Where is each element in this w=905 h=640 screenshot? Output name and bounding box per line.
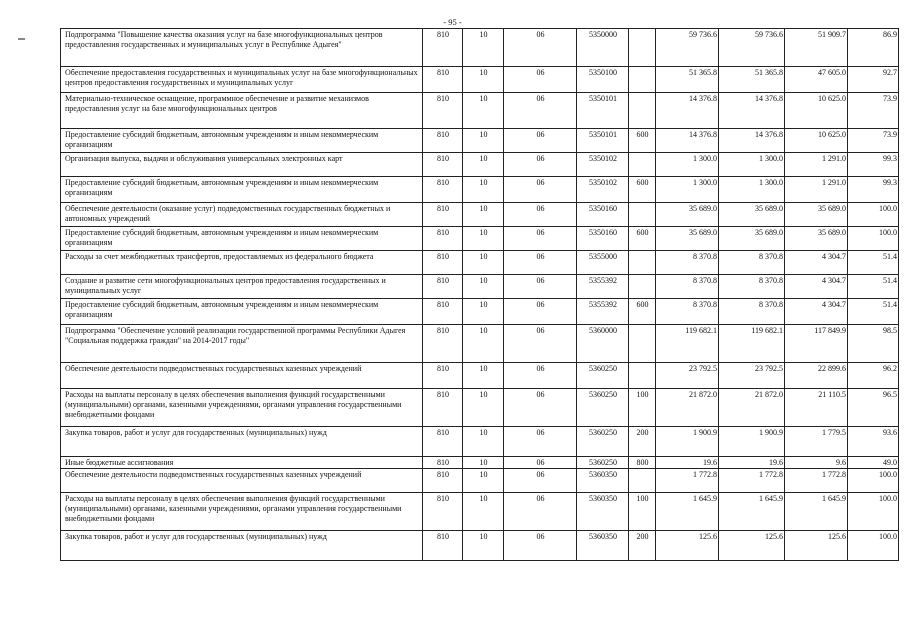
cell-amount-1: 1 645.9	[656, 493, 719, 531]
cell-csr: 5355392	[577, 299, 629, 325]
cell-amount-3: 22 899.6	[785, 363, 848, 389]
cell-percent: 73.9	[848, 129, 899, 153]
cell-csr: 5360250	[577, 427, 629, 457]
cell-vr: 200	[629, 531, 656, 561]
cell-percent: 100.0	[848, 203, 899, 227]
cell-name: Подпрограмма "Повышение качества оказания услуг на базе многофункциональных центров предоставления государственных и муниципальных услуг в Республике Адыгея"	[61, 29, 423, 67]
cell-ved: 810	[423, 363, 463, 389]
table-row	[61, 29, 899, 67]
cell-name: Обеспечение деятельности подведомственных государственных казенных учреждений	[61, 469, 423, 493]
cell-percent: 98.5	[848, 325, 899, 363]
cell-rz: 10	[463, 389, 504, 427]
cell-ved: 810	[423, 203, 463, 227]
cell-name: Предоставление субсидий бюджетным, автономным учреждениям и иным некоммерческим организациям	[61, 227, 423, 251]
cell-amount-1: 23 792.5	[656, 363, 719, 389]
cell-csr: 5350000	[577, 29, 629, 67]
table-row	[61, 299, 899, 325]
table-row	[61, 531, 899, 561]
cell-amount-3: 1 645.9	[785, 493, 848, 531]
cell-vr: 100	[629, 493, 656, 531]
table-row	[61, 325, 899, 363]
cell-amount-3: 1 291.0	[785, 177, 848, 203]
cell-amount-2: 1 772.8	[719, 469, 785, 493]
cell-percent: 96.5	[848, 389, 899, 427]
cell-csr: 5360350	[577, 531, 629, 561]
cell-amount-2: 35 689.0	[719, 203, 785, 227]
cell-ved: 810	[423, 93, 463, 129]
table-row	[61, 129, 899, 153]
table-row	[61, 469, 899, 493]
cell-amount-1: 14 376.8	[656, 93, 719, 129]
cell-name: Расходы на выплаты персоналу в целях обеспечения выполнения функций государственными (муниципальными) органами, казенными учреждениями, органами управления государственными внебюджетными фондами	[61, 493, 423, 531]
cell-amount-2: 8 370.8	[719, 275, 785, 299]
cell-percent: 51.4	[848, 251, 899, 275]
cell-amount-1: 8 370.8	[656, 251, 719, 275]
cell-csr: 5350160	[577, 203, 629, 227]
cell-amount-1: 51 365.8	[656, 67, 719, 93]
cell-name: Организация выпуска, выдачи и обслуживания универсальных электронных карт	[61, 153, 423, 177]
cell-name: Предоставление субсидий бюджетным, автономным учреждениям и иным некоммерческим организациям	[61, 299, 423, 325]
cell-csr: 5360000	[577, 325, 629, 363]
cell-name: Закупка товаров, работ и услуг для государственных (муниципальных) нужд	[61, 427, 423, 457]
cell-percent: 86.9	[848, 29, 899, 67]
table-row	[61, 153, 899, 177]
cell-amount-3: 1 291.0	[785, 153, 848, 177]
cell-amount-3: 1 779.5	[785, 427, 848, 457]
cell-pr: 06	[504, 325, 577, 363]
cell-vr: 600	[629, 227, 656, 251]
cell-amount-2: 59 736.6	[719, 29, 785, 67]
budget-table	[60, 28, 899, 561]
cell-rz: 10	[463, 469, 504, 493]
cell-pr: 06	[504, 389, 577, 427]
cell-pr: 06	[504, 427, 577, 457]
cell-amount-3: 117 849.9	[785, 325, 848, 363]
cell-amount-1: 125.6	[656, 531, 719, 561]
cell-rz: 10	[463, 93, 504, 129]
cell-ved: 810	[423, 493, 463, 531]
cell-csr: 5360250	[577, 389, 629, 427]
cell-amount-3: 10 625.0	[785, 129, 848, 153]
cell-vr: 800	[629, 457, 656, 469]
cell-rz: 10	[463, 251, 504, 275]
cell-percent: 92.7	[848, 67, 899, 93]
cell-amount-1: 59 736.6	[656, 29, 719, 67]
cell-pr: 06	[504, 275, 577, 299]
cell-amount-1: 35 689.0	[656, 203, 719, 227]
cell-rz: 10	[463, 153, 504, 177]
cell-csr: 5350100	[577, 67, 629, 93]
cell-ved: 810	[423, 129, 463, 153]
cell-amount-2: 35 689.0	[719, 227, 785, 251]
cell-csr: 5355392	[577, 275, 629, 299]
cell-amount-1: 1 772.8	[656, 469, 719, 493]
cell-amount-2: 1 645.9	[719, 493, 785, 531]
cell-vr	[629, 363, 656, 389]
table-row	[61, 363, 899, 389]
cell-ved: 810	[423, 469, 463, 493]
cell-vr: 600	[629, 299, 656, 325]
cell-vr	[629, 29, 656, 67]
cell-pr: 06	[504, 29, 577, 67]
cell-percent: 100.0	[848, 493, 899, 531]
cell-amount-1: 1 900.9	[656, 427, 719, 457]
cell-pr: 06	[504, 93, 577, 129]
cell-percent: 93.6	[848, 427, 899, 457]
cell-amount-3: 125.6	[785, 531, 848, 561]
cell-csr: 5350102	[577, 177, 629, 203]
cell-csr: 5355000	[577, 251, 629, 275]
cell-percent: 99.3	[848, 177, 899, 203]
cell-percent: 96.2	[848, 363, 899, 389]
table-row	[61, 457, 899, 469]
cell-csr: 5360350	[577, 493, 629, 531]
cell-amount-2: 1 900.9	[719, 427, 785, 457]
cell-rz: 10	[463, 129, 504, 153]
cell-rz: 10	[463, 299, 504, 325]
cell-amount-1: 14 376.8	[656, 129, 719, 153]
cell-rz: 10	[463, 325, 504, 363]
cell-vr: 600	[629, 177, 656, 203]
cell-vr	[629, 251, 656, 275]
cell-name: Обеспечение деятельности подведомственных государственных казенных учреждений	[61, 363, 423, 389]
cell-amount-1: 8 370.8	[656, 299, 719, 325]
cell-name: Расходы за счет межбюджетных трансфертов, предоставляемых из федерального бюджета	[61, 251, 423, 275]
cell-name: Материально-техническое оснащение, программное обеспечение и развитие механизмов предоставления услуг на базе многофункциональных центров	[61, 93, 423, 129]
cell-pr: 06	[504, 227, 577, 251]
cell-amount-3: 9.6	[785, 457, 848, 469]
cell-pr: 06	[504, 251, 577, 275]
table-row	[61, 275, 899, 299]
cell-amount-3: 35 689.0	[785, 203, 848, 227]
cell-rz: 10	[463, 275, 504, 299]
cell-ved: 810	[423, 153, 463, 177]
cell-amount-2: 1 300.0	[719, 153, 785, 177]
cell-amount-1: 119 682.1	[656, 325, 719, 363]
cell-csr: 5360250	[577, 363, 629, 389]
table-row	[61, 177, 899, 203]
table-body	[61, 29, 899, 561]
cell-vr	[629, 67, 656, 93]
cell-ved: 810	[423, 389, 463, 427]
cell-pr: 06	[504, 67, 577, 93]
cell-amount-2: 21 872.0	[719, 389, 785, 427]
table-row	[61, 251, 899, 275]
table-row	[61, 493, 899, 531]
cell-ved: 810	[423, 275, 463, 299]
cell-percent: 49.0	[848, 457, 899, 469]
cell-amount-2: 125.6	[719, 531, 785, 561]
cell-vr: 200	[629, 427, 656, 457]
cell-rz: 10	[463, 29, 504, 67]
cell-percent: 73.9	[848, 93, 899, 129]
cell-percent: 100.0	[848, 531, 899, 561]
cell-rz: 10	[463, 363, 504, 389]
cell-percent: 51.4	[848, 275, 899, 299]
cell-csr: 5350101	[577, 129, 629, 153]
cell-amount-1: 19.6	[656, 457, 719, 469]
cell-vr: 100	[629, 389, 656, 427]
cell-rz: 10	[463, 177, 504, 203]
cell-percent: 51.4	[848, 299, 899, 325]
cell-ved: 810	[423, 67, 463, 93]
cell-amount-2: 8 370.8	[719, 251, 785, 275]
cell-pr: 06	[504, 363, 577, 389]
cell-amount-2: 8 370.8	[719, 299, 785, 325]
cell-ved: 810	[423, 325, 463, 363]
cell-vr	[629, 275, 656, 299]
cell-rz: 10	[463, 493, 504, 531]
table-row	[61, 93, 899, 129]
table-row	[61, 67, 899, 93]
cell-name: Предоставление субсидий бюджетным, автономным учреждениям и иным некоммерческим организациям	[61, 177, 423, 203]
cell-amount-1: 35 689.0	[656, 227, 719, 251]
cell-amount-2: 19.6	[719, 457, 785, 469]
cell-amount-2: 23 792.5	[719, 363, 785, 389]
cell-pr: 06	[504, 493, 577, 531]
cell-name: Создание и развитие сети многофункциональных центров предоставления государственных и муниципальных услуг	[61, 275, 423, 299]
cell-rz: 10	[463, 531, 504, 561]
cell-amount-1: 1 300.0	[656, 177, 719, 203]
table-row	[61, 427, 899, 457]
cell-pr: 06	[504, 299, 577, 325]
cell-amount-3: 4 304.7	[785, 251, 848, 275]
cell-amount-2: 14 376.8	[719, 93, 785, 129]
cell-name: Предоставление субсидий бюджетным, автономным учреждениям и иным некоммерческим организациям	[61, 129, 423, 153]
cell-pr: 06	[504, 129, 577, 153]
cell-amount-3: 21 110.5	[785, 389, 848, 427]
cell-pr: 06	[504, 531, 577, 561]
cell-name: Закупка товаров, работ и услуг для государственных (муниципальных) нужд	[61, 531, 423, 561]
cell-ved: 810	[423, 427, 463, 457]
cell-vr	[629, 203, 656, 227]
cell-csr: 5360250	[577, 457, 629, 469]
cell-amount-1: 21 872.0	[656, 389, 719, 427]
cell-ved: 810	[423, 227, 463, 251]
cell-percent: 99.3	[848, 153, 899, 177]
cell-ved: 810	[423, 531, 463, 561]
cell-rz: 10	[463, 427, 504, 457]
table-row	[61, 389, 899, 427]
cell-amount-3: 35 689.0	[785, 227, 848, 251]
cell-ved: 810	[423, 177, 463, 203]
cell-ved: 810	[423, 299, 463, 325]
cell-amount-1: 1 300.0	[656, 153, 719, 177]
cell-pr: 06	[504, 457, 577, 469]
cell-amount-2: 119 682.1	[719, 325, 785, 363]
cell-ved: 810	[423, 251, 463, 275]
cell-csr: 5350102	[577, 153, 629, 177]
cell-amount-2: 51 365.8	[719, 67, 785, 93]
cell-rz: 10	[463, 227, 504, 251]
cell-pr: 06	[504, 469, 577, 493]
cell-name: Расходы на выплаты персоналу в целях обеспечения выполнения функций государственными (муниципальными) органами, казенными учреждениями, органами управления государственными внебюджетными фондами	[61, 389, 423, 427]
cell-amount-3: 51 909.7	[785, 29, 848, 67]
cell-rz: 10	[463, 203, 504, 227]
cell-amount-3: 1 772.8	[785, 469, 848, 493]
cell-amount-3: 4 304.7	[785, 275, 848, 299]
cell-amount-2: 1 300.0	[719, 177, 785, 203]
cell-vr	[629, 469, 656, 493]
cell-pr: 06	[504, 203, 577, 227]
cell-amount-3: 4 304.7	[785, 299, 848, 325]
cell-csr: 5360350	[577, 469, 629, 493]
cell-vr	[629, 153, 656, 177]
cell-name: Иные бюджетные ассигнования	[61, 457, 423, 469]
page-number: - 95 -	[443, 17, 462, 27]
margin-mark	[18, 38, 25, 40]
cell-vr	[629, 93, 656, 129]
cell-name: Подпрограмма "Обеспечение условий реализации государственной программы Республики Адыгея "Социальная поддержка граждан" на 2014-2017 годы"	[61, 325, 423, 363]
cell-amount-3: 47 605.0	[785, 67, 848, 93]
cell-pr: 06	[504, 153, 577, 177]
cell-rz: 10	[463, 457, 504, 469]
cell-name: Обеспечение предоставления государственных и муниципальных услуг на базе многофункциональных центров предоставления государственных и муниципальных услуг	[61, 67, 423, 93]
cell-percent: 100.0	[848, 227, 899, 251]
cell-percent: 100.0	[848, 469, 899, 493]
cell-rz: 10	[463, 67, 504, 93]
cell-vr	[629, 325, 656, 363]
cell-ved: 810	[423, 457, 463, 469]
table-row	[61, 203, 899, 227]
cell-amount-3: 10 625.0	[785, 93, 848, 129]
cell-vr: 600	[629, 129, 656, 153]
cell-ved: 810	[423, 29, 463, 67]
cell-pr: 06	[504, 177, 577, 203]
cell-csr: 5350160	[577, 227, 629, 251]
cell-name: Обеспечение деятельности (оказание услуг) подведомственных государственных бюджетных и автономных учреждений	[61, 203, 423, 227]
table-row	[61, 227, 899, 251]
cell-csr: 5350101	[577, 93, 629, 129]
cell-amount-2: 14 376.8	[719, 129, 785, 153]
cell-amount-1: 8 370.8	[656, 275, 719, 299]
